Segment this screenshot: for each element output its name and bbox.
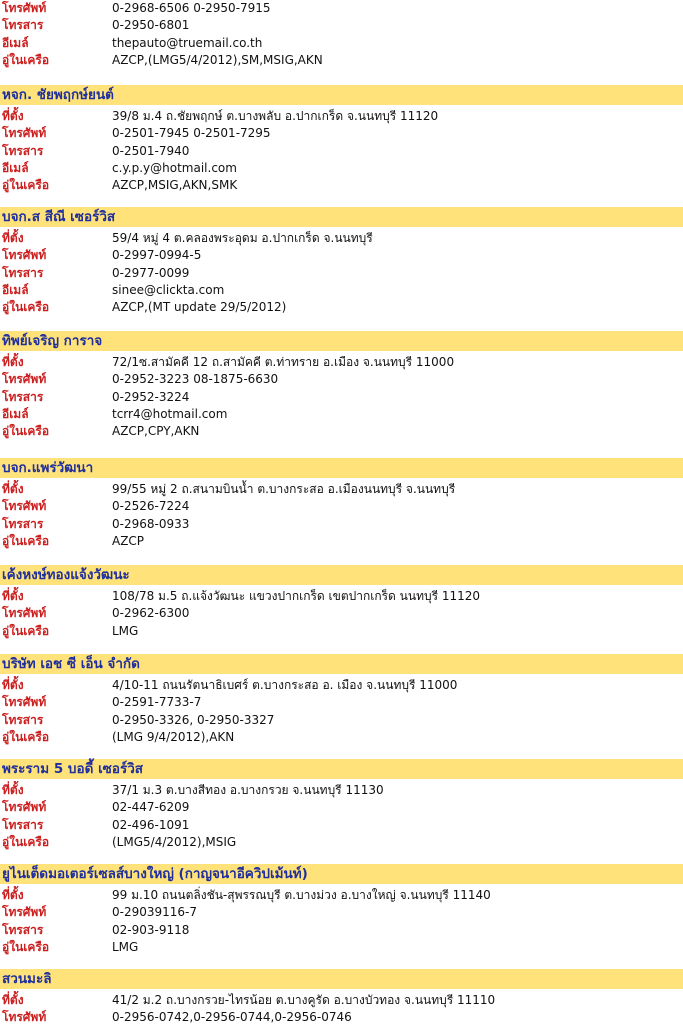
email-row	[0, 35, 683, 52]
phone-value: 0-2952-3223 08-1875-6630	[112, 372, 279, 387]
phone-row	[0, 799, 683, 816]
group-value: AZCP,(MT update 29/5/2012)	[112, 300, 287, 315]
fax-value: 0-2950-3326, 0-2950-3327	[112, 712, 275, 727]
group-value: AZCP,MSIG,AKN,SMK	[112, 178, 238, 193]
phone-row	[0, 371, 683, 388]
address-value: 72/1ซ.สามัคคี 12 ถ.สามัคคี ต.ท่าทราย อ.เมือง จ.นนทบุรี 11000	[112, 355, 455, 369]
address-row	[0, 108, 683, 125]
address-label: ที่ตั้ง	[2, 783, 24, 797]
phone-row	[0, 247, 683, 264]
address-value: 59/4 หมู่ 4 ต.คลองพระอุดม อ.ปากเกร็ด จ.นนทบุรี	[112, 231, 373, 245]
address-label: ที่ตั้ง	[2, 482, 24, 496]
fax-label: โทรสาร	[2, 143, 44, 158]
company-name: หจก. ชัยพฤกษ์ยนต์	[0, 85, 683, 105]
group-row	[0, 939, 683, 956]
email-value[interactable]: sinee@clickta.com	[112, 282, 225, 297]
phone-row	[0, 694, 683, 711]
entry-partial-top	[0, 0, 683, 69]
fax-value: 0-2950-6801	[112, 18, 190, 33]
email-label: อีเมล์	[2, 35, 29, 50]
address-value: 4/10-11 ถนนรัตนาธิเบศร์ ต.บางกระสอ อ. เมือง จ.นนทบุรี 11000	[112, 678, 458, 692]
company-name: บจก.แพร่วัฒนา	[0, 458, 683, 478]
company-name: เค้งหงษ์ทองแจ้งวัฒนะ	[0, 565, 683, 585]
group-row	[0, 177, 683, 194]
fax-value: 0-2977-0099	[112, 265, 190, 280]
email-value[interactable]: c.y.p.y@hotmail.com	[112, 160, 237, 175]
address-label: ที่ตั้ง	[2, 589, 24, 603]
phone-value: 0-2526-7224	[112, 499, 190, 514]
group-label: อู่ในเครือ	[2, 300, 50, 315]
fax-row	[0, 516, 683, 533]
group-label: อู่ในเครือ	[2, 52, 50, 67]
fax-label: โทรสาร	[2, 712, 44, 727]
email-value[interactable]: thepauto@truemail.co.th	[112, 35, 263, 50]
company-name: บจก.ส สีณี เซอร์วิส	[0, 207, 683, 227]
group-value: (LMG5/4/2012),MSIG	[112, 834, 237, 849]
address-label: ที่ตั้ง	[2, 888, 24, 902]
address-row	[0, 481, 683, 498]
phone-value: 0-2962-6300	[112, 606, 190, 621]
phone-label: โทรศัพท์	[2, 126, 47, 141]
address-label: ที่ตั้ง	[2, 355, 24, 369]
fax-value: 0-2968-0933	[112, 516, 190, 531]
address-value: 39/8 ม.4 ถ.ชัยพฤกษ์ ต.บางพลับ อ.ปากเกร็ด จ.นนทบุรี 11120	[112, 109, 439, 123]
phone-row	[0, 904, 683, 921]
fax-row	[0, 389, 683, 406]
phone-value: 02-447-6209	[112, 800, 190, 815]
email-row	[0, 406, 683, 423]
phone-label: โทรศัพท์	[2, 1010, 47, 1025]
fax-row	[0, 143, 683, 160]
group-row	[0, 623, 683, 640]
address-row	[0, 230, 683, 247]
fax-label: โทรสาร	[2, 922, 44, 937]
entry-hcn-company	[0, 654, 683, 746]
fax-row	[0, 922, 683, 939]
email-label: อีเมล์	[2, 160, 29, 175]
address-label: ที่ตั้ง	[2, 993, 24, 1007]
address-value: 108/78 ม.5 ถ.แจ้งวัฒนะ แขวงปากเกร็ด เขตปากเกร็ด นนทบุรี 11120	[112, 589, 481, 603]
group-value: (LMG 9/4/2012),AKN	[112, 729, 235, 744]
address-value: 41/2 ม.2 ถ.บางกรวย-ไทรน้อย ต.บางคูรัด อ.บางบัวทอง จ.นนทบุรี 11110	[112, 993, 496, 1007]
fax-value: 02-903-9118	[112, 922, 190, 937]
address-row	[0, 677, 683, 694]
fax-label: โทรสาร	[2, 265, 44, 280]
group-label: อู่ในเครือ	[2, 424, 50, 439]
group-label: อู่ในเครือ	[2, 623, 50, 638]
phone-label: โทรศัพท์	[2, 499, 47, 514]
phone-row	[0, 125, 683, 142]
entry-united-motor-sales	[0, 864, 683, 956]
phone-label: โทรศัพท์	[2, 1, 47, 15]
group-value: LMG	[112, 939, 139, 954]
phone-row	[0, 498, 683, 515]
company-name: สวนมะลิ	[0, 969, 683, 989]
entry-suan-mali	[0, 969, 683, 1027]
address-value: 99/55 หมู่ 2 ถ.สนามบินน้ำ ต.บางกระสอ อ.เมืองนนทบุรี จ.นนทบุรี	[112, 482, 456, 496]
email-value[interactable]: tcrr4@hotmail.com	[112, 406, 228, 421]
group-row	[0, 52, 683, 69]
entry-sinee-service	[0, 207, 683, 316]
entry-thipcharoen-garage	[0, 331, 683, 440]
address-row	[0, 354, 683, 371]
group-value: AZCP	[112, 533, 145, 548]
group-label: อู่ในเครือ	[2, 533, 50, 548]
phone-value: 0-2591-7733-7	[112, 695, 202, 710]
address-row	[0, 887, 683, 904]
entry-kenghong-thong	[0, 565, 683, 640]
fax-row	[0, 817, 683, 834]
phone-value: 0-29039116-7	[112, 905, 198, 920]
fax-row	[0, 712, 683, 729]
fax-value: 0-2952-3224	[112, 389, 190, 404]
phone-value: 0-2501-7945 0-2501-7295	[112, 126, 271, 141]
address-label: ที่ตั้ง	[2, 231, 24, 245]
phone-label: โทรศัพท์	[2, 800, 47, 815]
group-row	[0, 834, 683, 851]
group-label: อู่ในเครือ	[2, 939, 50, 954]
phone-label: โทรศัพท์	[2, 695, 47, 710]
group-label: อู่ในเครือ	[2, 178, 50, 193]
address-label: ที่ตั้ง	[2, 109, 24, 123]
address-row	[0, 782, 683, 799]
entry-rama5-body-service	[0, 759, 683, 851]
fax-label: โทรสาร	[2, 817, 44, 832]
group-label: อู่ในเครือ	[2, 834, 50, 849]
phone-row	[0, 605, 683, 622]
email-label: อีเมล์	[2, 406, 29, 421]
fax-value: 0-2501-7940	[112, 143, 190, 158]
company-name: บริษัท เอช ซี เอ็น จำกัด	[0, 654, 683, 674]
phone-label: โทรศัพท์	[2, 606, 47, 621]
address-row	[0, 588, 683, 605]
fax-row	[0, 265, 683, 282]
phone-label: โทรศัพท์	[2, 372, 47, 387]
company-name: ยูไนเต็ดมอเตอร์เซลส์บางใหญ่ (กาญจนาอีควิปเม้นท์)	[0, 864, 683, 884]
group-value: LMG	[112, 623, 139, 638]
fax-row	[0, 17, 683, 34]
fax-value: 02-496-1091	[112, 817, 190, 832]
address-row	[0, 992, 683, 1009]
company-name: ทิพย์เจริญ การาจ	[0, 331, 683, 351]
company-name: พระราม 5 บอดี้ เซอร์วิส	[0, 759, 683, 779]
group-row	[0, 299, 683, 316]
entry-phrae-wattana	[0, 458, 683, 550]
email-row	[0, 282, 683, 299]
address-value: 99 ม.10 ถนนตลิ่งชัน-สุพรรณบุรี ต.บางม่วง อ.บางใหญ่ จ.นนทบุรี 11140	[112, 888, 491, 902]
address-label: ที่ตั้ง	[2, 678, 24, 692]
fax-label: โทรสาร	[2, 389, 44, 404]
email-row	[0, 160, 683, 177]
group-row	[0, 729, 683, 746]
phone-label: โทรศัพท์	[2, 905, 47, 920]
phone-value: 0-2968-6506 0-2950-7915	[112, 1, 271, 15]
phone-label: โทรศัพท์	[2, 248, 47, 263]
entry-chaiyaphruek	[0, 85, 683, 194]
group-row	[0, 423, 683, 440]
email-label: อีเมล์	[2, 282, 29, 297]
phone-value: 0-2997-0994-5	[112, 248, 202, 263]
address-value: 37/1 ม.3 ต.บางสีทอง อ.บางกรวย จ.นนทบุรี 11130	[112, 783, 384, 797]
group-row	[0, 533, 683, 550]
group-value: AZCP,CPY,AKN	[112, 424, 200, 439]
group-value: AZCP,(LMG5/4/2012),SM,MSIG,AKN	[112, 52, 323, 67]
fax-label: โทรสาร	[2, 516, 44, 531]
phone-value: 0-2956-0742,0-2956-0744,0-2956-0746	[112, 1010, 352, 1025]
group-label: อู่ในเครือ	[2, 729, 50, 744]
phone-row	[0, 0, 683, 17]
fax-label: โทรสาร	[2, 18, 44, 33]
